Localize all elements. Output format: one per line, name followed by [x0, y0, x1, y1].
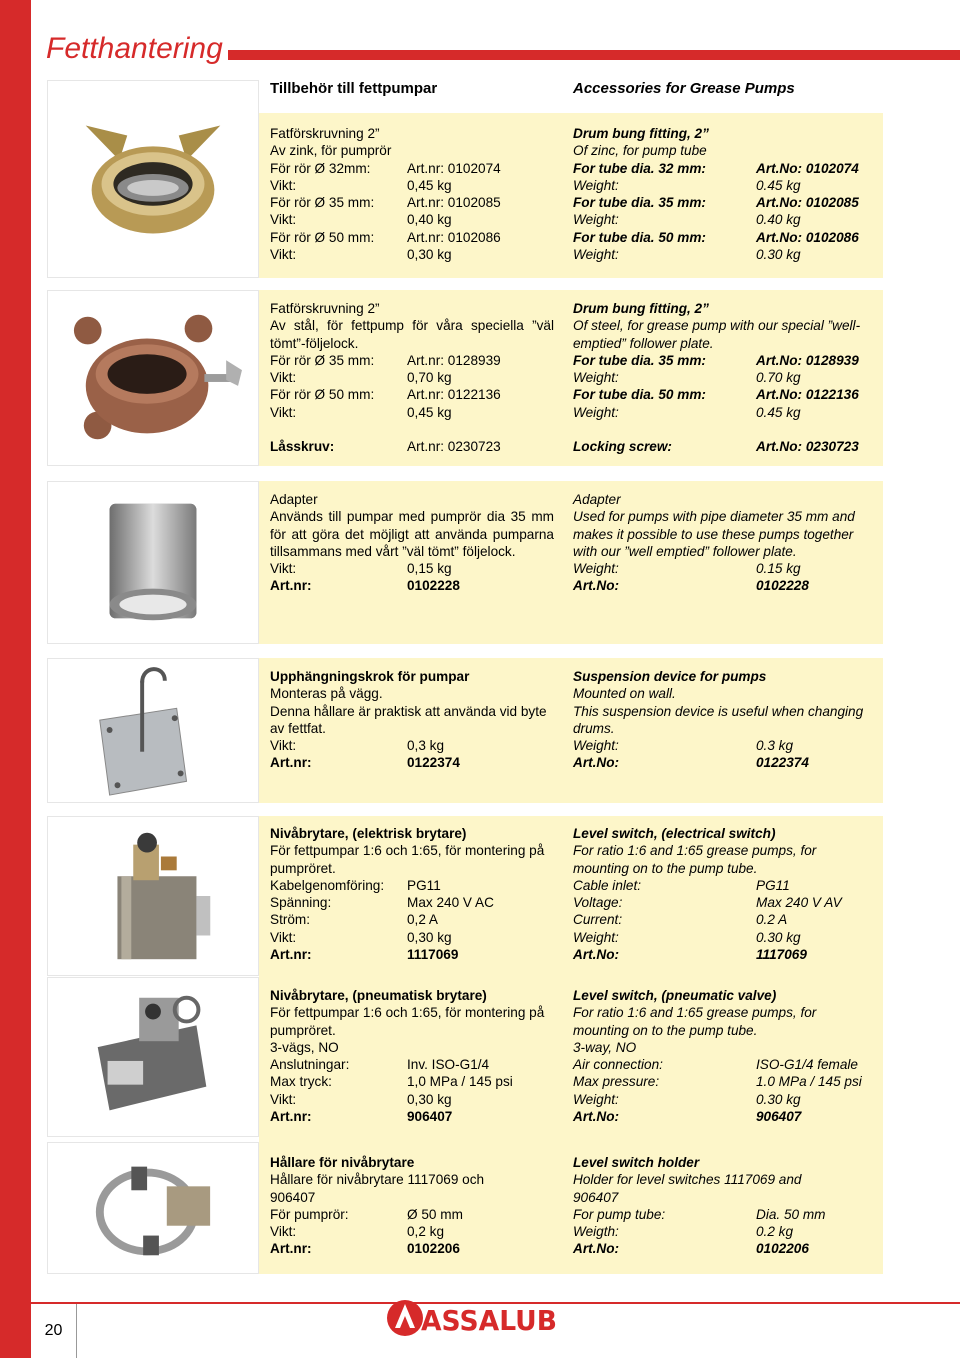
spec-label: Vikt:: [270, 247, 297, 263]
spec-label: Current:: [573, 912, 623, 928]
locking-screw-value: Art.No: 0230723: [756, 439, 859, 455]
spec-value: Art.nr: 0102085: [407, 195, 501, 211]
section-description: Of steel, for grease pump with our special ”well-emptied” follower plate.: [573, 318, 861, 351]
spec-label: Voltage:: [573, 895, 623, 911]
spec-value: 0122374: [407, 755, 460, 771]
spec-label: Art.No:: [573, 755, 620, 771]
spec-label: For tube dia. 50 mm:: [573, 387, 706, 403]
spec-label: Cable inlet:: [573, 877, 642, 893]
section-title: Adapter: [573, 492, 621, 507]
section-title: Drum bung fitting, 2”: [573, 301, 709, 316]
spec-value: Max 240 V AV: [756, 895, 842, 911]
section-title: Nivåbrytare, (elektrisk brytare): [270, 826, 467, 841]
section-description: För fettpumpar 1:6 och 1:65, för montering på pumpröret.: [270, 1005, 545, 1038]
spec-value: Art.nr: 0122136: [407, 387, 501, 403]
spec-value: PG11: [407, 877, 441, 893]
spec-value: 0,15 kg: [407, 561, 452, 577]
adapter-image: [47, 481, 259, 644]
spec-label: For tube dia. 32 mm:: [573, 160, 706, 176]
spec-label: För pumprör:: [270, 1206, 349, 1222]
spec-value: 1.0 MPa / 145 psi: [756, 1074, 862, 1090]
spec-value: Art.nr: 0102086: [407, 229, 501, 245]
spec-value: 0.3 kg: [756, 738, 794, 754]
section-description: Hållare för nivåbrytare 1117069 och 906407: [270, 1172, 485, 1205]
section-title: Level switch, (electrical switch): [573, 826, 776, 841]
spec-value: Art.nr: 0128939: [407, 352, 501, 368]
pneumatic-level-switch-image: [47, 977, 259, 1137]
section-6-english: [573, 987, 873, 1125]
section-description: Av stål, för fettpump för våra speciella ”väl tömt”-följelock.: [270, 318, 554, 351]
level-switch-holder-image: [47, 1142, 259, 1274]
spec-value: Ø 50 mm: [407, 1206, 463, 1222]
section-description: För fettpumpar 1:6 och 1:65, för montering på pumpröret.: [270, 843, 545, 876]
spec-value: 0.30 kg: [756, 929, 801, 945]
spec-label: For pump tube:: [573, 1206, 666, 1222]
spec-label: Kabelgenomföring:: [270, 877, 385, 893]
spec-value: Art.No: 0102085: [756, 195, 859, 211]
spec-value: Art.No: 0102074: [756, 160, 859, 176]
spec-label: Weight:: [573, 247, 619, 263]
spec-value: PG11: [756, 877, 790, 893]
spec-value: 0102206: [756, 1241, 809, 1257]
spec-label: Art.No:: [573, 1109, 620, 1125]
section-4-swedish: [270, 668, 554, 772]
section-description: Används till pumpar med pumprör dia 35 mm för att göra det möjligt att använda pumparna tillsammans med vårt ”väl tömt” följelock.: [270, 509, 554, 559]
spec-label: Spänning:: [270, 895, 332, 911]
spec-label: Weight:: [573, 929, 619, 945]
spec-label: Vikt:: [270, 929, 297, 945]
spec-label: Max pressure:: [573, 1074, 660, 1090]
spec-label: Vikt:: [270, 404, 297, 420]
page-number: 20: [31, 1304, 77, 1358]
spec-value: 0.2 kg: [756, 1224, 794, 1240]
spec-label: Weigth:: [573, 1224, 619, 1240]
spec-value: Art.No: 0128939: [756, 352, 859, 368]
section-title: Drum bung fitting, 2”: [573, 126, 709, 141]
spec-label: För rör Ø 35 mm:: [270, 352, 375, 368]
spec-label: Air connection:: [573, 1057, 663, 1073]
spec-value: 0.2 A: [756, 912, 788, 928]
spec-value: 0102228: [756, 578, 809, 594]
section-description-2: This suspension device is useful when changing drums.: [573, 703, 864, 736]
section-description-2: 3-vägs, NO: [270, 1039, 339, 1055]
spec-value: 0122374: [756, 755, 809, 771]
spec-label: Art.No:: [573, 947, 620, 963]
section-title: Level switch, (pneumatic valve): [573, 988, 777, 1003]
spec-value: 0102228: [407, 578, 460, 594]
spec-value: 0,70 kg: [407, 370, 452, 386]
spec-value: 906407: [756, 1109, 802, 1125]
section-description: Used for pumps with pipe diameter 35 mm and makes it possible to use these pumps together with our ”well emptied” follower plate.: [573, 509, 855, 559]
spec-label: Weight:: [573, 212, 619, 228]
spec-value: 0.30 kg: [756, 247, 801, 263]
spec-value: 0,2 A: [407, 912, 438, 928]
spec-label: Vikt:: [270, 1091, 297, 1107]
section-description: Of zinc, for pump tube: [573, 143, 707, 159]
section-6-swedish: [270, 987, 554, 1125]
section-description: Holder for level switches 1117069 and 906407: [573, 1172, 802, 1205]
spec-value: Inv. ISO-G1/4: [407, 1057, 490, 1073]
section-title: Suspension device for pumps: [573, 669, 767, 684]
section-title: Fatförskruvning 2”: [270, 301, 380, 316]
spec-label: Vikt:: [270, 212, 297, 228]
zinc-bung-fitting-image: [47, 80, 259, 278]
spec-label: För rör Ø 50 mm:: [270, 387, 375, 403]
spec-label: Vikt:: [270, 177, 297, 193]
spec-value: 0,40 kg: [407, 212, 452, 228]
spec-label: Vikt:: [270, 370, 297, 386]
spec-value: 0,2 kg: [407, 1224, 445, 1240]
spec-value: Art.No: 0102086: [756, 229, 859, 245]
spec-label: Vikt:: [270, 738, 297, 754]
spec-label: Art.nr:: [270, 947, 312, 963]
locking-screw-label: Låsskruv:: [270, 439, 335, 455]
locking-screw-label: Locking screw:: [573, 439, 672, 455]
spec-label: For tube dia. 50 mm:: [573, 229, 706, 245]
section-title: Upphängningskrok för pumpar: [270, 669, 470, 684]
section-2-swedish: [270, 300, 554, 455]
section-1-swedish: [270, 125, 554, 263]
spec-label: Vikt:: [270, 1224, 297, 1240]
spec-value: 1117069: [407, 947, 459, 963]
spec-value: 0,45 kg: [407, 404, 452, 420]
spec-value: 0.70 kg: [756, 370, 801, 386]
section-description-2: Denna hållare är praktisk att använda vid byte av fettfat.: [270, 703, 547, 736]
spec-value: 0,30 kg: [407, 1091, 452, 1107]
section-5-swedish: [270, 825, 554, 963]
locking-screw-value: Art.nr: 0230723: [407, 439, 501, 455]
spec-label: Art.nr:: [270, 578, 312, 594]
spec-value: Max 240 V AC: [407, 895, 494, 911]
section-description: Mounted on wall.: [573, 686, 676, 702]
section-1-english: [573, 125, 873, 263]
spec-value: 0,3 kg: [407, 738, 445, 754]
section-7-english: [573, 1154, 873, 1258]
spec-value: 1117069: [756, 947, 807, 963]
spec-label: Anslutningar:: [270, 1057, 350, 1073]
spec-value: Art.nr: 0102074: [407, 160, 501, 176]
spec-label: Art.nr:: [270, 1241, 312, 1257]
section-7-swedish: [270, 1154, 554, 1258]
spec-label: För rör Ø 35 mm:: [270, 195, 375, 211]
subtitle-english: Accessories for Grease Pumps: [573, 80, 795, 97]
spec-value: 1,0 MPa / 145 psi: [407, 1074, 513, 1090]
spec-label: For tube dia. 35 mm:: [573, 352, 706, 368]
section-title: Nivåbrytare, (pneumatisk brytare): [270, 988, 487, 1003]
spec-label: Weight:: [573, 404, 619, 420]
spec-label: Art.No:: [573, 1241, 620, 1257]
section-description: Monteras på vägg.: [270, 686, 383, 702]
section-5-english: [573, 825, 873, 963]
section-description: Av zink, för pumprör: [270, 143, 392, 159]
section-description: For ratio 1:6 and 1:65 grease pumps, for mounting on to the pump tube.: [573, 843, 817, 876]
spec-label: Ström:: [270, 912, 311, 928]
svg-text:ASSALUB: ASSALUB: [421, 1304, 557, 1337]
spec-label: Weight:: [573, 738, 619, 754]
spec-value: 906407: [407, 1109, 453, 1125]
spec-label: Weight:: [573, 177, 619, 193]
spec-value: 0.45 kg: [756, 404, 801, 420]
left-accent-bar: [0, 0, 31, 1358]
spec-label: Art.nr:: [270, 1109, 312, 1125]
spec-label: Weight:: [573, 561, 619, 577]
section-title: Hållare för nivåbrytare: [270, 1155, 415, 1170]
section-title: Fatförskruvning 2”: [270, 126, 380, 141]
section-3-english: [573, 491, 873, 595]
spec-value: ISO-G1/4 female: [756, 1057, 858, 1073]
spec-label: Weight:: [573, 1091, 619, 1107]
spec-value: 0.45 kg: [756, 177, 801, 193]
spec-label: För rör Ø 32mm:: [270, 160, 371, 176]
spec-label: För rör Ø 50 mm:: [270, 229, 375, 245]
section-title: Level switch holder: [573, 1155, 700, 1170]
spec-value: 0.15 kg: [756, 561, 801, 577]
spec-label: Art.nr:: [270, 755, 312, 771]
section-description: For ratio 1:6 and 1:65 grease pumps, for mounting on to the pump tube.: [573, 1005, 817, 1038]
spec-value: Art.No: 0122136: [756, 387, 859, 403]
spec-label: Weight:: [573, 370, 619, 386]
spec-label: Max tryck:: [270, 1074, 332, 1090]
steel-bung-fitting-image: [47, 290, 259, 466]
section-title: Adapter: [270, 492, 318, 507]
spec-value: 0.30 kg: [756, 1091, 801, 1107]
title-rule: [228, 50, 960, 60]
section-description-2: 3-way, NO: [573, 1039, 637, 1055]
suspension-hook-image: [47, 658, 259, 803]
assalub-logo: [385, 1294, 560, 1338]
spec-value: Dia. 50 mm: [756, 1206, 826, 1222]
spec-value: 0102206: [407, 1241, 460, 1257]
electrical-level-switch-image: [47, 816, 259, 976]
section-3-swedish: [270, 491, 554, 595]
spec-label: Art.No:: [573, 578, 620, 594]
spec-value: 0,30 kg: [407, 929, 452, 945]
section-4-english: [573, 668, 873, 772]
spec-label: Vikt:: [270, 561, 297, 577]
spec-value: 0.40 kg: [756, 212, 801, 228]
spec-value: 0,30 kg: [407, 247, 452, 263]
page-title: Fetthantering: [46, 32, 223, 65]
spec-label: For tube dia. 35 mm:: [573, 195, 706, 211]
spec-value: 0,45 kg: [407, 177, 452, 193]
section-2-english: [573, 300, 873, 455]
subtitle-swedish: Tillbehör till fettpumpar: [270, 80, 438, 97]
